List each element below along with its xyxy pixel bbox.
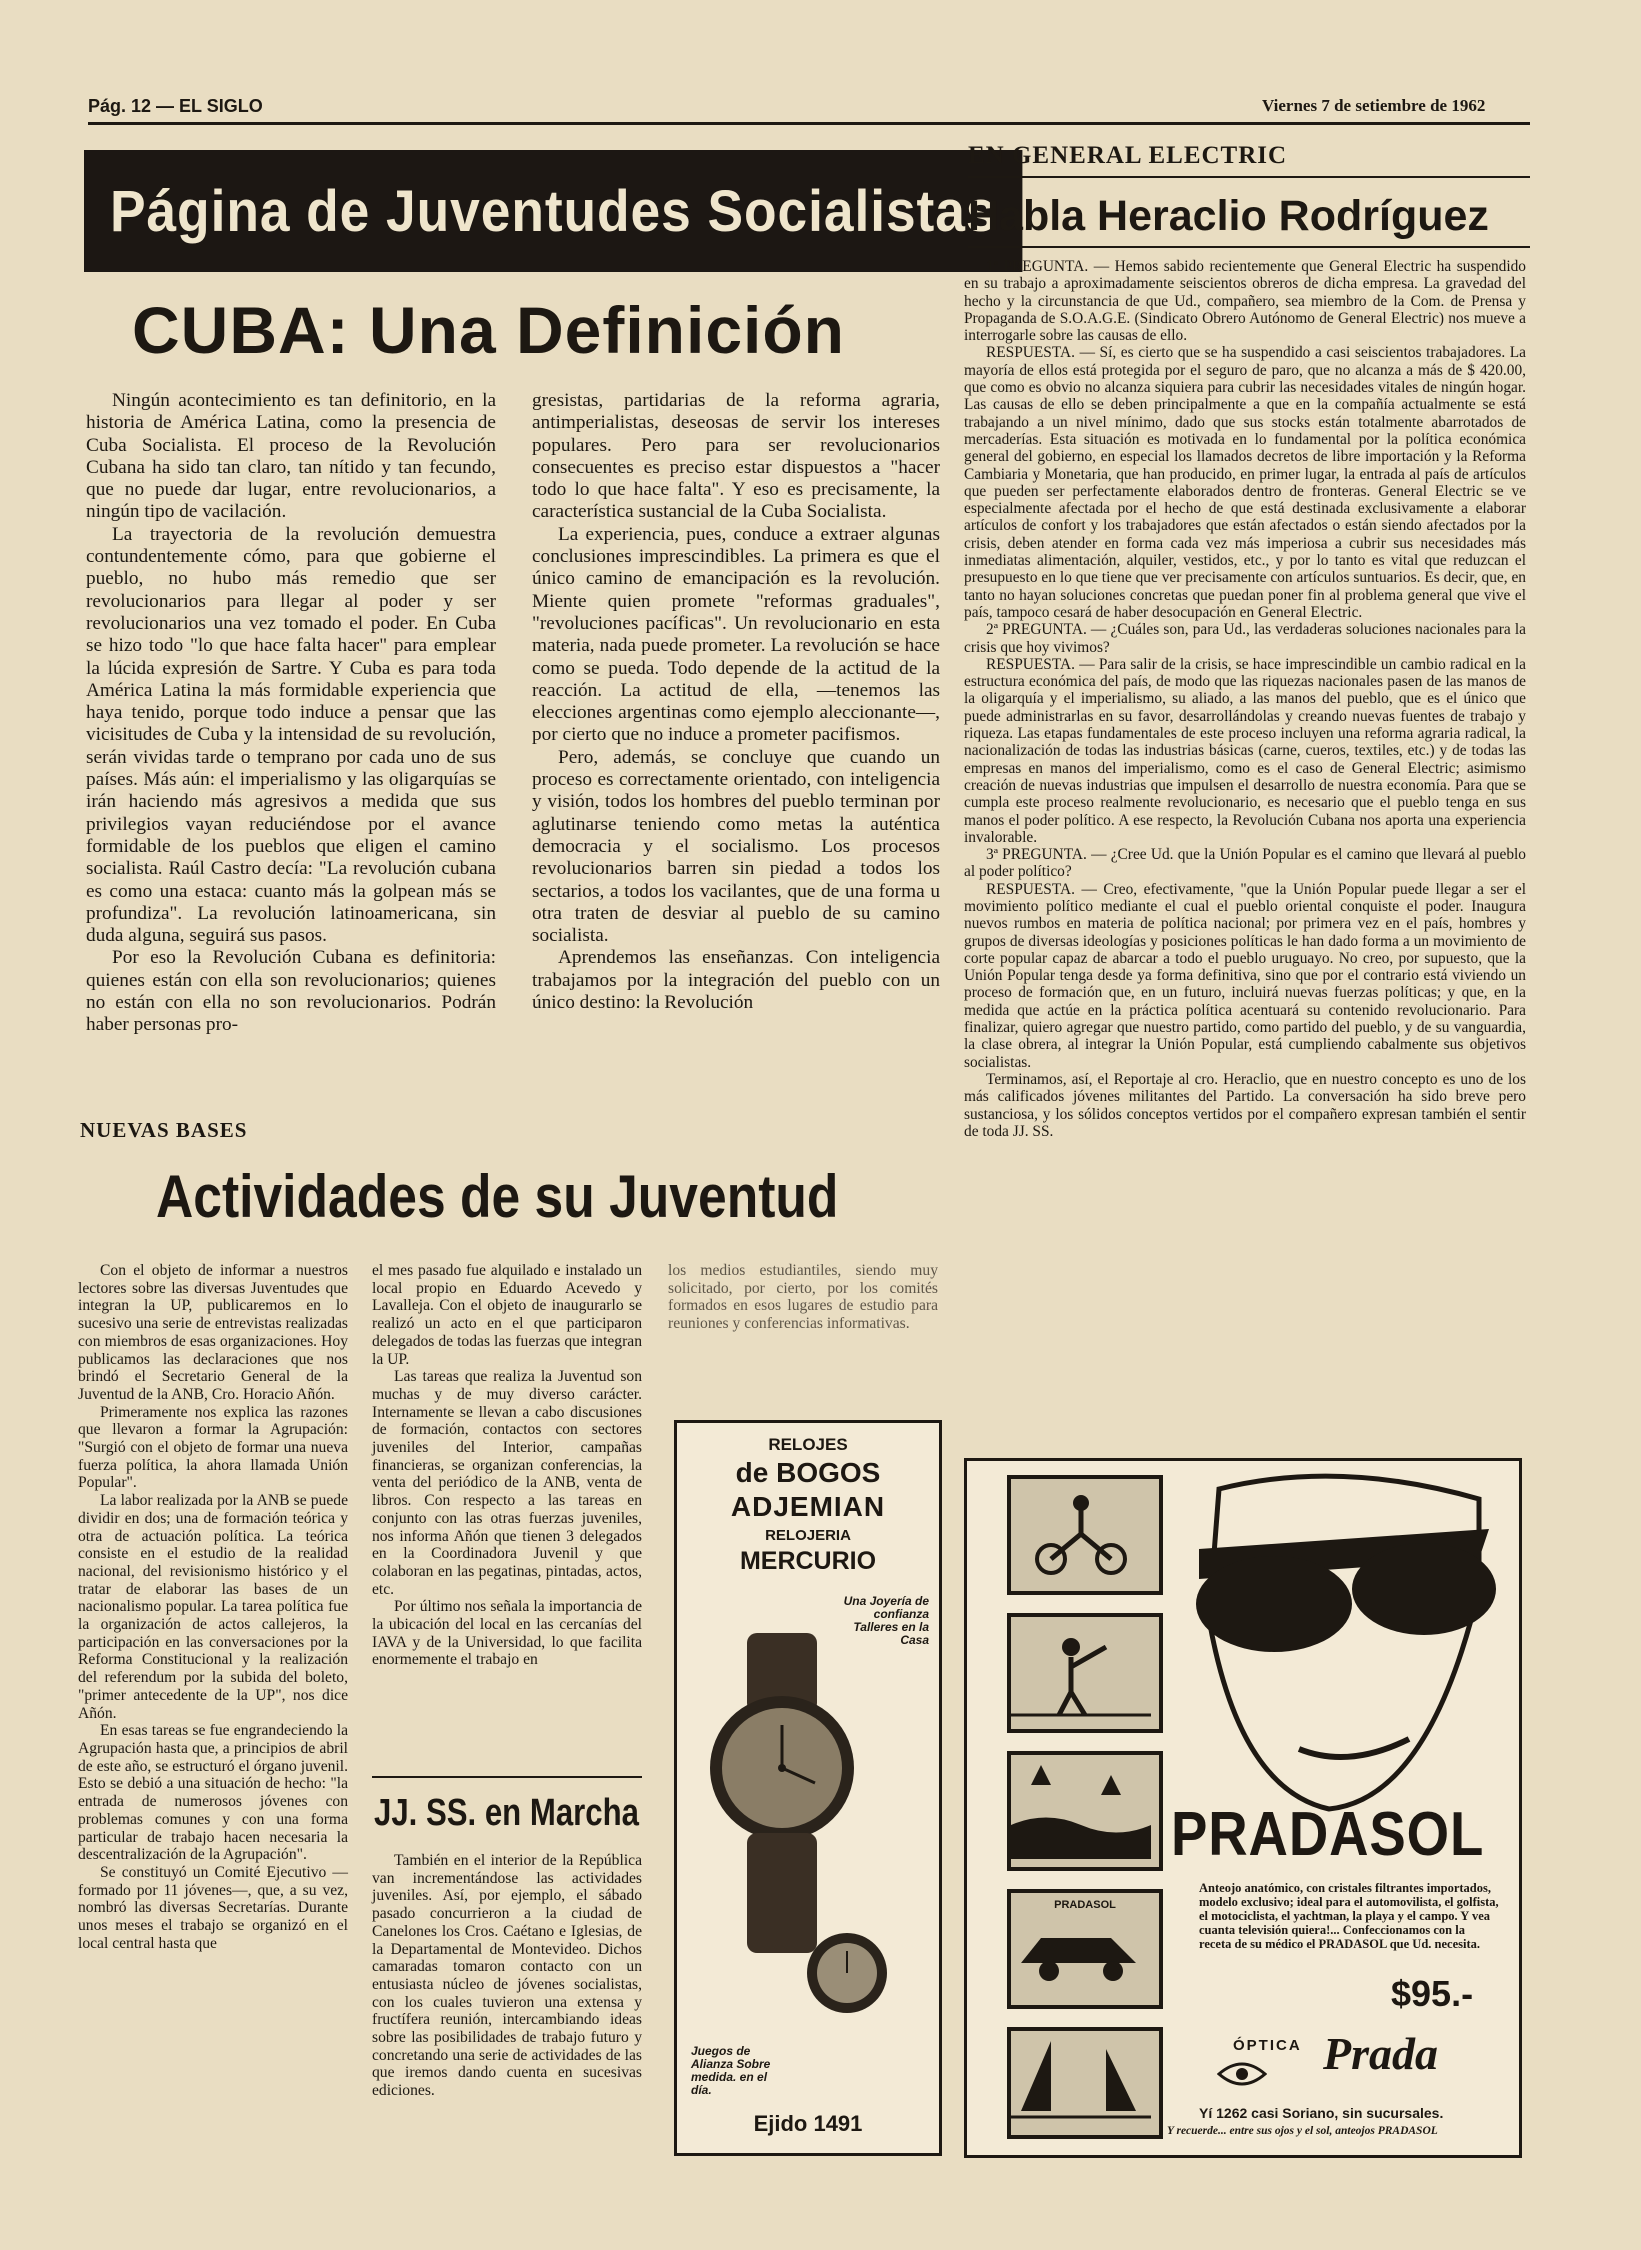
article3-body [372, 1852, 642, 2100]
watch-icon [677, 1633, 939, 2033]
thumb-beach [1007, 1751, 1163, 1871]
article4-p1: 1ª PREGUNTA. — Hemos sabido recientemente que General Electric ha suspendido en su trabajo a aproximadamente seiscientos obreros de dicha empresa. La gravedad del hecho y la circunstancia de que Ud., compañero, sea miembro de la Com. de Prensa y Propaganda de S.O.A.G.E. (Sindicato Obrero Autónomo de General Electric) nos mueve a interrogarle sobre las causas de ello. [964, 258, 1526, 345]
ad-watch-line3: ADJEMIAN [730, 1491, 886, 1522]
page-date: Viernes 7 de setiembre de 1962 [1262, 96, 1486, 115]
ad-sunglasses [964, 1458, 1522, 2158]
article4-p4: RESPUESTA. — Para salir de la crisis, se hace imprescindible un cambio radical en la estructura económica del país, de modo que las riquezas nacionales pasen de las manos de la oligarquía y el imperialismo, su aliado, a las manos del pueblo, que es el único que puede administrarlas en su favor, desarrollándolas y creando nuevas fuentes de trabajo y riqueza. Las etapas fundamentales de este proceso incluyen una reforma agraria radical, la nacionalización de todas las industrias básicas (carne, cueros, textiles, etc.) y de todas las empresas en manos del imperialismo, como es el caso de General Electric; asimismo creación de nuevas industrias que impulsen el desarrollo de nuestra economía. Para que se cumpla este proceso realmente revolucionario, es necesario que el pueblo tenga en sus manos el poder político. A ese respecto, la Revolución Cubana nos aporta una experiencia invalorable. [964, 655, 1526, 846]
article2-kicker: NUEVAS BASES [80, 1118, 248, 1142]
thumb-motorcycle [1007, 1475, 1163, 1595]
article4-p3: 2ª PREGUNTA. — ¿Cuáles son, para Ud., las verdaderas soluciones nacionales para la crisis que hoy vivimos? [964, 621, 1526, 656]
article4-p2: RESPUESTA. — Sí, es cierto que se ha suspendido a casi seiscientos trabajadores. La mayoría de ellos está protegida por el seguro de paro, que no alcanza a más de $ 420.00, que como es obvio no alcanza siquiera para cubrir las necesidades vitales de ningún hogar. Las causas de ello se deben principalmente a que en la compañía actualmente se está trabajando a un nivel mínimo, dado que sus stocks están totalmente abarrotados de mercaderías. Esta situación es motivada en lo fundamental por la política económica general del gobierno, en especial los llamados decretos de libre importación y la Reforma Cambiaria y Monetaria, que han producido, en primer lugar, la entrada al país de artículos que pueden ser perfectamente elaborados dentro de fronteras. General Electric se ve especialmente afectada por el hecho de que está destinada exclusivamente a elaborar artículos de confort y los trabajadores que están afectados o están siendo afectados por la crisis, deben atender en forma cada vez más imperiosa a cubrir sus necesidades más inmediatas alimentación, alquiler, vestidos, etc., y por lo tanto es vital que reduzcan el presupuesto en lo que tiene que ver precisamente con artículos suntuarios. Es decir, que, en tanto no hayan soluciones concretas que puedan poner fin al problema general que vive el país, tampoco cesará de haber desocupación en General Electric. [964, 344, 1526, 621]
page-label: Pág. 12 — EL SIGLO [88, 96, 263, 116]
article3-p1: También en el interior de la República van incrementándose las actividades juveniles. Así, por ejemplo, el sábado pasado concurrieron a la ciudad de Canelones los Cros. Caétano e Iglesias, de la Departamental de Montevideo. Dichos camaradas tomaron contacto con un entusiasta núcleo de jóvenes socialistas, con los cuales tuvieron una extensa y fructífera reunión, intercambiando ideas sobre las posibilidades de trabajo futuro y concretando una serie de actividades de las que iremos dando cuenta en sucesivas ediciones. [372, 1852, 642, 2100]
ad-watch-bottom-tag: Juegos de Alianza Sobre medida. en el día. [691, 2044, 771, 2097]
ad-watch-line2: de BOGOS [735, 1457, 881, 1488]
article4-p6: RESPUESTA. — Creo, efectivamente, "que la Unión Popular puede llegar a ser el movimiento político mediante el cual el pueblo oriental conquiste el poder. Inaugura nuevos rumbos en materia de política nacional; por primera vez en el país, hombres y grupos de diversas ideologías y posiciones políticas le han dado forma a un movimiento de corte popular capaz de abarcar a todo el pueblo uruguayo. No creo, por supuesto, que la Unión Popular tenga desde ya forma definitiva, sino que por el contrario está viviendo un proceso de formación que, en un futuro, incluirá nuevas fuerzas políticas; y que, en la medida que actúe en la práctica política acentuará su contenido revolucionario. Para finalizar, quiero agregar que nuestro partido, como partido del pueblo, y de su vanguardia, la clase obrera, al integrar la Unión Popular, está cumpliendo cabalmente sus objetivos socialistas. [964, 880, 1526, 1071]
ad-watch-line4: RELOJERIA [765, 1527, 851, 1544]
golfer-icon [1011, 1617, 1151, 1721]
ad-watch-address: Ejido 1491 [753, 2111, 863, 2136]
ad-watch-line5: MERCURIO [739, 1547, 877, 1575]
ad-watch-tag: Una Joyería de confianza Talleres en la Casa [843, 1594, 929, 1647]
article2-col3 [668, 1262, 938, 1333]
ad-sunglasses-store-prefix: ÓPTICA [1233, 2037, 1302, 2054]
article1-col2 [532, 390, 940, 1014]
section-banner-title: Página de Juventudes Socialistas [109, 178, 997, 244]
article3-title: JJ. SS. en Marcha [374, 1792, 639, 1834]
article4-title-rule [968, 246, 1530, 248]
article2-col3-p1: los medios estudiantiles, siendo muy solicitado, por cierto, por los comités formados en esos lugares de estudio para reuniones y conferencias informativas. [668, 1262, 938, 1333]
ad-sunglasses-store [1213, 2027, 1463, 2097]
article3-top-rule [372, 1776, 642, 1778]
thumb-golfer [1007, 1613, 1163, 1733]
article2-col2-p2: Las tareas que realiza la Juventud son muchas y de muy diverso carácter. Internamente se llevan a cabo discusiones de formación, contactos con sectores juveniles del Interior, campañas financieras, se organizan conferencias, la venta del periódico de la ANB, venta de libros. Con respecto a las tareas en conjunto con las otras fuerzas juveniles, nos informa Añón que tienen 3 delegados en la Coordinadora Juvenil y que colaboran en las pegatinas, pintadas, actos, etc. [372, 1368, 642, 1598]
ad-sunglasses-brand: PRADASOL [1171, 1800, 1485, 1869]
face-sunglasses-illustration [1179, 1469, 1509, 1819]
article2-col1-p5: Se constituyó un Comité Ejecutivo —formado por 11 jóvenes—, que, a su vez, nombró las diversas Secretarías. Durante unos meses el trabajo se organizó en el local central hasta que [78, 1863, 348, 1952]
beach-icon [1011, 1755, 1151, 1859]
ad-sunglasses-address: Yí 1262 casi Soriano, sin sucursales. [1199, 2105, 1444, 2121]
article2-col1 [78, 1262, 348, 1952]
article2-col1-p4: En esas tareas se fue engrandeciendo la Agrupación hasta que, a principios de abril de este año, se estructuró el órgano juvenil. Esto se debió a una situación de hecho: "la entrada de numerosos jóvenes con problemas comunes y con una forma particular de trabajo hacen necesaria la descentralización de la Agrupación". [78, 1722, 348, 1864]
thumb-car [1007, 1889, 1163, 2009]
article2-title: Actividades de su Juventud [156, 1163, 839, 1230]
header-rule [88, 122, 1530, 125]
thumb-caption: PRADASOL [1054, 1899, 1116, 1911]
article4-kicker-rule [968, 176, 1530, 178]
article4-kicker: EN GENERAL ELECTRIC [968, 142, 1288, 169]
sailboat-icon [1011, 2031, 1151, 2127]
article1-col2-p4: Aprendemos las enseñanzas. Con inteligencia trabajamos por la integración del pueblo con un único destino: la Revolución [532, 947, 940, 1014]
motorcycle-icon [1011, 1479, 1151, 1583]
article2-col1-p3: La labor realizada por la ANB se puede dividir en dos; una de formación teórica y otra de actuación política. La teórica consiste en el estudio de la realidad nacional, del revisionismo histórico y el tratar de elaborar las bases de un nacionalismo popular. La tarea política fue la organización de actos callejeros, la participación en las conversaciones por la Reforma Constitucional y la realización del referendum por la subida del boleto, "primer antecedente de la UP", nos dice Añón. [78, 1492, 348, 1722]
section-banner [84, 150, 1022, 272]
eye-icon [1217, 2059, 1267, 2089]
thumb-sailboats [1007, 2027, 1163, 2139]
article1-title: CUBA: Una Definición [132, 293, 845, 367]
article1-col2-p2: La experiencia, pues, conduce a extraer algunas conclusiones imprescindibles. La primera es que el único camino de emancipación es la revolución. Miente quien promete "reformas graduales", "revoluciones pacíficas". Un revolucionario en esta materia, nada puede prometer. La revolución se hace como se pueda. Todo depende de la actitud de la reacción. La actitud de ella, —tenemos las elecciones argentinas como ejemplo aleccionante—, por cierto que no induce a prometer pacifismos. [532, 523, 940, 746]
ad-sunglasses-slogan: Y recuerde... entre sus ojos y el sol, anteojos PRADASOL [1167, 2125, 1438, 2137]
ad-sunglasses-body: Anteojo anatómico, con cristales filtrantes importados, modelo exclusivo; ideal para el automovilista, el golfista, el motociclista, el yachtman, la playa y el campo. Y vea cuanta televisión quiera!... Confeccionamos con la receta de su médico el PRADASOL que Ud. necesita. [1199, 1881, 1499, 1951]
article2-col1-p1: Con el objeto de informar a nuestros lectores sobre las diversas Juventudes que integran la UP, publicaremos en lo sucesivo una serie de entrevistas realizadas con miembros de esas organizaciones. Hoy publicamos las declaraciones que nos brindó el Secretario General de la Juventud de la ANB, Cro. Horacio Añón. [78, 1262, 348, 1403]
article1-col1-p2: La trayectoria de la revolución demuestra contundentemente cómo, para que gobierne el pueblo, no hubo más remedio que ser revolucionarios para llegar al poder y ser revolucionarios una vez tomado el poder. En Cuba se hizo todo "lo que hace falta hacer" para emplear la lúcida expresión de Sartre. Y Cuba es para toda América Latina la más formidable experiencia que haya tenido, porque todo induce a pensar que las vicisitudes de Cuba y la intensidad de su revolución, serán vividas tarde o temprano por cada uno de sus países. Más aún: el imperialismo y las oligarquías se irán haciendo más agresivos a medida que sus privilegios vayan reduciéndose por el avance formidable de los pueblos que eligen el camino socialista. Raúl Castro decía: "La revolución cubana es como una estaca: cuanto más la golpean más se profundiza". La revolución latinoamericana, sin duda alguna, seguirá sus pasos. [86, 523, 496, 947]
article1-col1-p3: Por eso la Revolución Cubana es definitoria: quienes están con ella son revolucionarios; quienes no están con ella no son revolucionarios. Podrán haber personas pro- [86, 947, 496, 1036]
article4-p5: 3ª PREGUNTA. — ¿Cree Ud. que la Unión Popular es el camino que llevará al pueblo al poder político? [964, 846, 1526, 881]
article4-title: Habla Heraclio Rodríguez [968, 192, 1489, 240]
article4-body [964, 258, 1526, 1140]
article4-p7: Terminamos, así, el Reportaje al cro. Heraclio, que en nuestro concepto es uno de los más calificados jóvenes militantes del Partido. La conversación ha sido breve pero sustanciosa, y los sólidos conceptos vertidos por el compañero expresan también el sentir de toda JJ. SS. [964, 1070, 1526, 1140]
article1-col2-p3: Pero, además, se concluye que cuando un proceso es correctamente orientado, con inteligencia y visión, todos los hombres del pueblo terminan por aglutinarse teniendo como metas la auténtica democracia y el socialismo. Los procesos revolucionarios barren sin piedad a todos los sectarios, a todos los vacilantes, que de una forma u otra traten de desviar al pueblo de su camino socialista. [532, 746, 940, 947]
article2-col2-p3: Por último nos señala la importancia de la ubicación del local en las cercanías del IAVA y de la Universidad, lo que facilita enormemente el trabajo en [372, 1598, 642, 1669]
article1-col1-p1: Ningún acontecimiento es tan definitorio, en la historia de América Latina, como la presencia de Cuba Socialista. El proceso de la Revolución Cubana ha sido tan claro, tan nítido y tan fecundo, que no puede dar lugar, entre revolucionarios, a ningún tipo de vacilación. [86, 390, 496, 523]
ad-sunglasses-price: $95.- [1391, 1973, 1474, 2014]
article2-col2 [372, 1262, 642, 1669]
ad-sunglasses-store-name: Prada [1323, 2028, 1438, 2079]
article2-col2-p1: el mes pasado fue alquilado e instalado un local propio en Eduardo Acevedo y Lavalleja. Con el objeto de inaugurarlo se realizó un acto en el que participaron delegados de todas las fuerzas que integran la UP. [372, 1262, 642, 1368]
article1-col1 [86, 390, 496, 1037]
article2-col1-p2: Primeramente nos explica las razones que llevaron a formar la Agrupación: "Surgió con el objeto de formar una nueva fuerza política, la ahora llamada Unión Popular". [78, 1403, 348, 1492]
ad-watch-line1: RELOJES [768, 1435, 848, 1454]
article1-col2-p1: gresistas, partidarias de la reforma agraria, antimperialistas, deseosas de servir los intereses populares. Pero para ser revolucionarios consecuentes es preciso estar dispuestos a "hacer todo lo que hace falta". Y eso es precisamente, la característica sustancial de la Cuba Socialista. [532, 390, 940, 523]
ad-watch [674, 1420, 942, 2156]
